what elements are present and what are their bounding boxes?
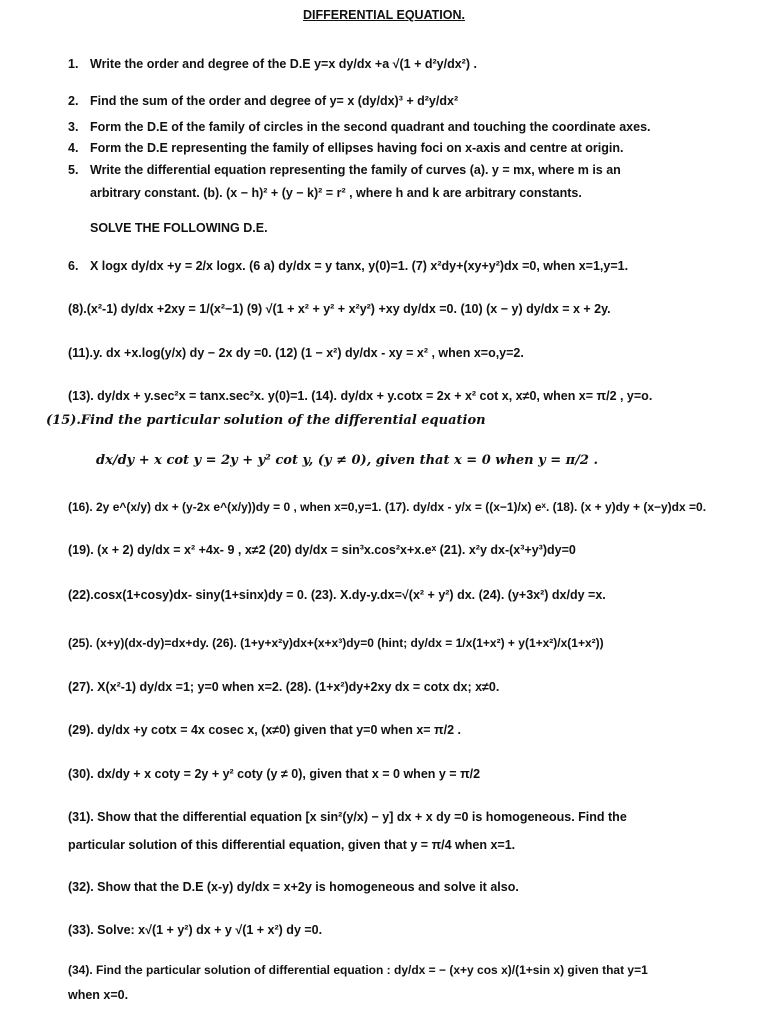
section-heading <box>90 220 268 236</box>
question-text: Find the sum of the order and degree of y= x (dy/dx)³ + d²y/dx² <box>90 94 459 108</box>
question-29 <box>68 722 461 738</box>
question-number: 6. <box>68 259 79 273</box>
question-text: when x=0. <box>68 988 129 1002</box>
section-heading-text: SOLVE THE FOLLOWING D.E. <box>90 221 268 235</box>
question-number: 3. <box>68 120 79 134</box>
question-text: (19). (x + 2) dy/dx = x² +4x- 9 , x≠2 (20) dy/dx = sin³x.cos²x+x.eˣ (21). x²y dx-(x³+y³)dy=0 <box>68 543 576 557</box>
question-30 <box>68 766 480 782</box>
page-title: DIFFERENTIAL EQUATION. <box>302 8 466 22</box>
question-31 <box>68 809 627 825</box>
question-text: (34). Find the particular solution of differential equation : dy/dx = − (x+y cos x)/(1+sin x) given that y=1 <box>68 963 648 977</box>
question-text: (16). 2y e^(x/y) dx + (y-2x e^(x/y))dy = 0 , when x=0,y=1. (17). dy/dx - y/x = ((x−1)/x) eˣ. (18). (x + y)dy + (x−y)dx =0. <box>68 500 707 514</box>
question-text: dx/dy + x cot y = 2y + y² cot y, (y ≠ 0), given that x = 0 when y = π/2 . <box>96 453 599 468</box>
question-34-continued <box>68 987 128 1003</box>
question-32 <box>68 879 519 895</box>
question-15 <box>46 413 486 429</box>
question-text: Write the differential equation representing the family of curves (a). y = mx, where m is an <box>90 163 621 177</box>
question-16 <box>68 499 706 515</box>
question-text: arbitrary constant. (b). (x − h)² + (y − k)² = r² , where h and k are arbitrary constants. <box>90 186 582 200</box>
question-number: 2. <box>68 94 79 108</box>
question-1 <box>68 56 477 72</box>
question-34 <box>68 962 648 978</box>
question-text: X logx dy/dx +y = 2/x logx. (6 a) dy/dx = y tanx, y(0)=1. (7) x²dy+(xy+y²)dx =0, when x=1,y=1. <box>90 259 629 273</box>
question-text: Write the order and degree of the D.E y=x dy/dx +a √(1 + d²y/dx²) . <box>90 57 477 71</box>
question-3 <box>68 119 651 135</box>
question-text: (22).cosx(1+cosy)dx- siny(1+sinx)dy = 0. (23). X.dy-y.dx=√(x² + y²) dx. (24). (y+3x²) dx/dy =x. <box>68 588 606 602</box>
question-33 <box>68 922 322 938</box>
question-text: Form the D.E of the family of circles in the second quadrant and touching the coordinate axes. <box>90 120 651 134</box>
question-number: 1. <box>68 57 79 71</box>
question-5-continued <box>90 185 582 201</box>
question-6 <box>68 258 628 274</box>
question-text: (31). Show that the differential equation [x sin²(y/x) − y] dx + x dy =0 is homogeneous. Find the <box>68 810 627 824</box>
question-2 <box>68 93 458 109</box>
question-text: (29). dy/dx +y cotx = 4x cosec x, (x≠0) given that y=0 when x= π/2 . <box>68 723 461 737</box>
question-text: (32). Show that the D.E (x-y) dy/dx = x+2y is homogeneous and solve it also. <box>68 880 519 894</box>
question-13 <box>68 388 652 404</box>
question-11 <box>68 345 524 361</box>
question-text: (8).(x²-1) dy/dx +2xy = 1/(x²−1) (9) √(1 + x² + y² + x²y²) +xy dy/dx =0. (10) (x − y) dy/dx = x + 2y. <box>68 302 611 316</box>
question-25 <box>68 635 604 651</box>
question-text: (25). (x+y)(dx-dy)=dx+dy. (26). (1+y+x²y)dx+(x+x³)dy=0 (hint; dy/dx = 1/x(1+x²) + y(1+x²)/x(1+x²)) <box>68 636 604 650</box>
question-number: 5. <box>68 163 79 177</box>
question-27 <box>68 679 499 695</box>
question-22 <box>68 587 606 603</box>
question-5 <box>68 162 621 178</box>
question-text: particular solution of this differential equation, given that y = π/4 when x=1. <box>68 838 516 852</box>
question-text: (13). dy/dx + y.sec²x = tanx.sec²x. y(0)=1. (14). dy/dx + y.cotx = 2x + x² cot x, x≠0, when x= π/2 , y=o. <box>68 389 653 403</box>
question-text: (27). X(x²-1) dy/dx =1; y=0 when x=2. (28). (1+x²)dy+2xy dx = cotx dx; x≠0. <box>68 680 500 694</box>
question-text: (15).Find the particular solution of the differential equation <box>46 413 486 428</box>
question-text: Form the D.E representing the family of ellipses having foci on x-axis and centre at origin. <box>90 141 624 155</box>
question-text: (33). Solve: x√(1 + y²) dx + y √(1 + x²) dy =0. <box>68 923 323 937</box>
question-4 <box>68 140 623 156</box>
question-8 <box>68 301 611 317</box>
question-31-continued <box>68 837 515 853</box>
question-text: (30). dx/dy + x coty = 2y + y² coty (y ≠ 0), given that x = 0 when y = π/2 <box>68 767 481 781</box>
question-15-equation <box>96 453 598 469</box>
question-number: 4. <box>68 141 79 155</box>
question-19 <box>68 542 576 558</box>
question-text: (11).y. dx +x.log(y/x) dy − 2x dy =0. (12) (1 − x²) dy/dx - xy = x² , when x=o,y=2. <box>68 346 524 360</box>
